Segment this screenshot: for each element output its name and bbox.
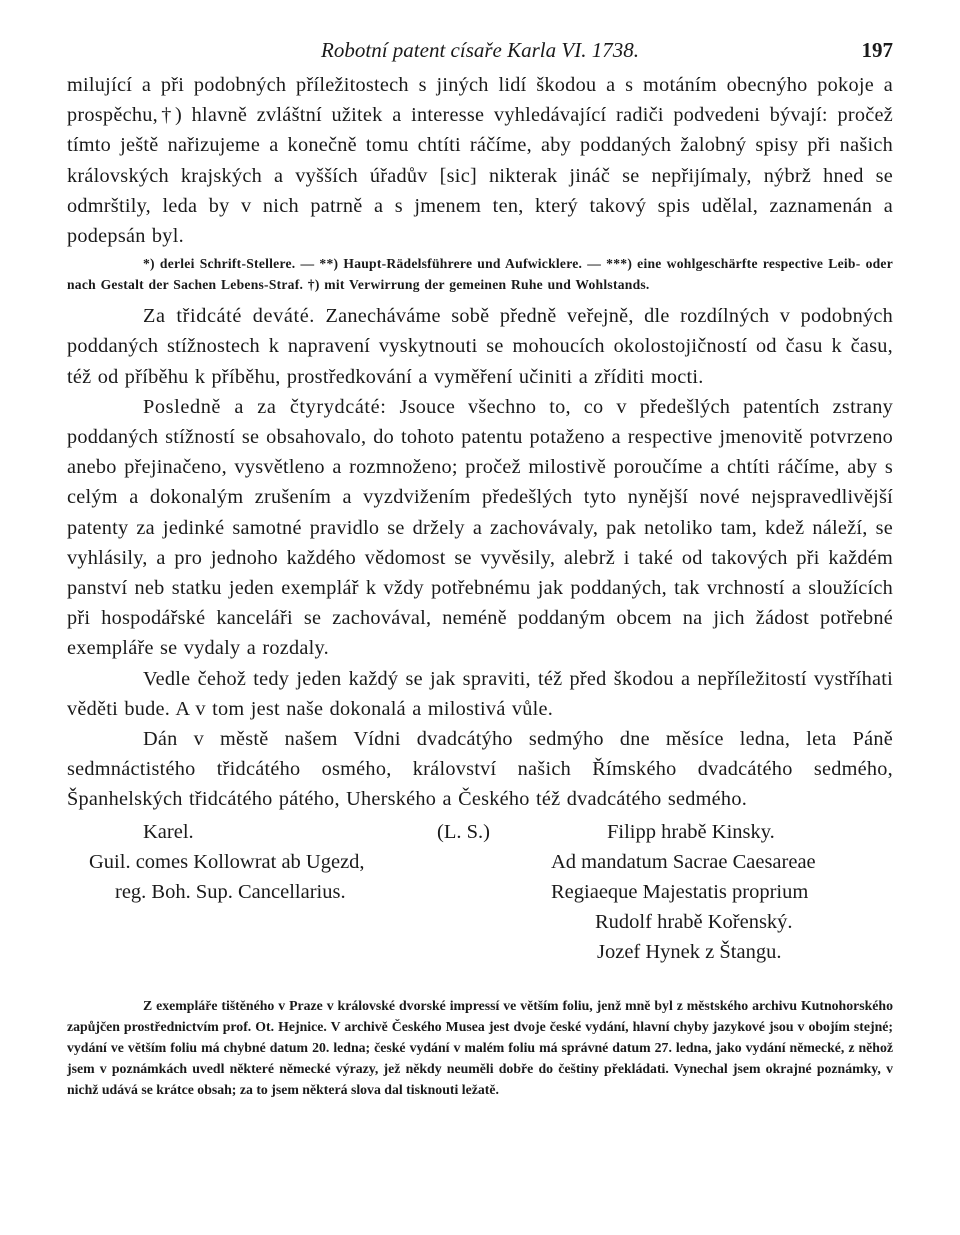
- signature-emperor: Karel.: [143, 820, 194, 843]
- running-title: Robotní patent císaře Karla VI. 1738.: [321, 38, 639, 62]
- seal-mark: (L. S.): [437, 820, 490, 843]
- closing-paragraph: Vedle čehož tedy jeden každý se jak spraviti, též před škodou a nepříležitostí vystříhati věděti bude. A v tom jest naše dokonalá a milostivá vůle.: [67, 667, 893, 720]
- article-40-text: Jsouce všechno to, co v předešlých patentích zstrany poddaných stížností se obsahovalo, do tohoto patentu potaženo a respective jmenovitě potvrzeno anebo přejinačeno, vysvětleno a rozmnoženo; pročež milostivě poroučíme a chtíti ráčíme, aby s celým a dokonalým zrušením a vyzdvižením předešlých tyto nynější nové nejspravedlivější patenty za jedinké samotné pravidlo se držely a zachovávaly, pak netoliko tam, kdež náleží, se vyhlásily, a pro jednoho každého vědomost se vyvěsily, alebrž i také od takových při každém panství neb statku jeden exemplář k vždy potřebnému jak poddaných, tak vrchností a sloužících při hospodářské kanceláři se zachovával, neméně poddaným obcem na jich žádost potřebné exempláře se vydaly a rozdaly.: [67, 395, 893, 660]
- article-40-heading: Posledně a za čtyrydcáté:: [143, 395, 387, 418]
- mandate-line-2: Regiaeque Majestatis proprium: [551, 880, 809, 903]
- editorial-note: [67, 995, 893, 1100]
- signature-korensky: Rudolf hrabě Kořenský.: [595, 910, 793, 933]
- article-39-heading: Za třidcáté deváté.: [143, 305, 315, 328]
- article-39-text: Zanecháváme sobě předně veřejně, dle rozdílných v podobných poddaných stížnostech k napravení vyskytnouti se mohoucích okolostojičností od času k času, též od příběhu k příběhu, prostředkování a vyměření učiniti a zříditi mocti.: [67, 305, 894, 388]
- signature-kinsky: Filipp hrabě Kinsky.: [607, 820, 775, 843]
- document-page: [67, 36, 893, 1100]
- footnote-text: *) derlei Schrift-Stellere. — **) Haupt-Rädelsführere und Aufwicklere. — ***) eine wohlgeschärfte respective Leib- oder nach Gestalt der Sachen Lebens-Straf. †) mit Verwirrung der gemeinen Ruhe und Wohlstands.: [67, 256, 893, 293]
- paragraph-continuation: milující a při podobných příležitostech s jiných lidí škodou a s motáním obecnýho pokoje a prospěchu,†) hlavně zvláštní užitek a interesse vyhledávající radiči podvedeni bývají: pročež tímto ještě nařizujeme a konečně tomu chtíti ráčíme, aby poddaných žalobný spisy při našich královských krajských a vyšších úřadův [sic] nikterak jináč se nepřijímaly, nýbrž hned se odmrštily, leda by v nich patrně a s jmenem ten, který takový spis udělal, zaznamenán a podepsán byl.: [67, 74, 893, 248]
- article-39: [67, 301, 893, 392]
- mandate-line-1: Ad mandatum Sacrae Caesareae: [551, 850, 816, 873]
- signature-kollowrat-title: reg. Boh. Sup. Cancellarius.: [115, 880, 346, 903]
- footnotes: [67, 253, 893, 295]
- page-number: 197: [861, 38, 893, 62]
- signature-kollowrat: Guil. comes Kollowrat ab Ugezd,: [89, 850, 365, 873]
- editorial-note-text: Z exempláře tištěného v Praze v královské dvorské impressí ve větším foliu, jenž mně byl z městského archivu Kutnohorského zapůjčen prostřednictvím prof. Ot. Hejnice. V archivě Českého Musea jest dvoje české vydání, hlavní chyby jazykové jsou v obojím stejné; vydání ve větším foliu má chybné datum 20. ledna; české vydání v malém foliu má správné datum 27. ledna, jako vydání německé, z něhož jsem v poznámkách uvedl některé německé výrazy, jež někdy neuměli dobře do češtiny překládati. Vynechal jsem okrajné poznámky, v nichž udává se krátce obsah; za to jsem některá slova dal tisknouti ležatě.: [67, 997, 893, 1097]
- article-40: [67, 392, 893, 664]
- signature-stangu: Jozef Hynek z Štangu.: [597, 940, 782, 963]
- dating-paragraph: Dán v městě našem Vídni dvadcátýho sedmýho dne měsíce ledna, leta Páně sedmnáctistého třidcátého osmého, království našich Římského dvadcátého sedmého, Španhelských třidcátého pátého, Uherského a Českého též dvadcátého sedmého.: [67, 728, 893, 811]
- running-header: [67, 36, 893, 70]
- body-text: [67, 70, 893, 815]
- signature-block: [67, 817, 893, 989]
